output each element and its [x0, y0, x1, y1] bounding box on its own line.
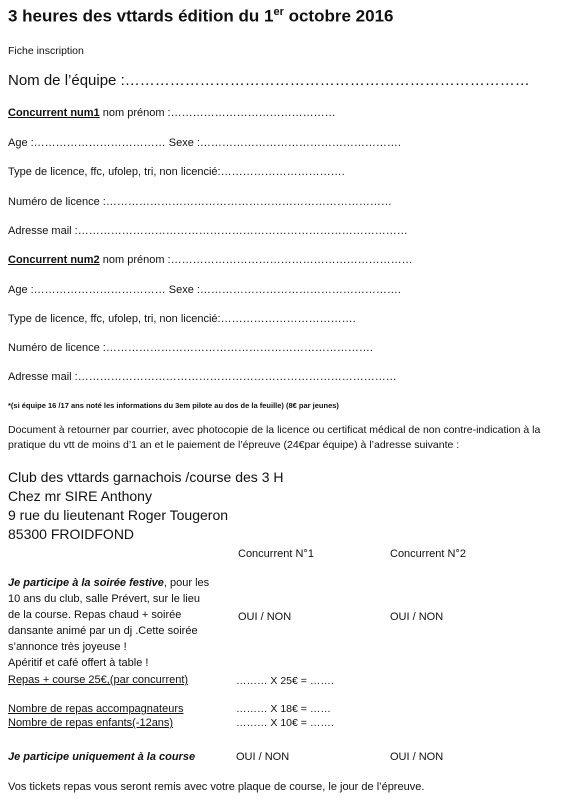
form-subtitle: Fiche inscription	[8, 45, 84, 57]
pricing-label-accompagnateurs: Nombre de repas accompagnateurs	[8, 703, 184, 715]
soiree-lead: Je participe à la soirée festive	[8, 577, 164, 589]
concurrent1-licence-number-field[interactable]: Numéro de licence :……………………………………………………………………	[8, 196, 392, 208]
title-superscript: er	[273, 6, 284, 18]
concurrent2-heading: Concurrent num2	[8, 254, 100, 266]
column-header-concurrent1: Concurrent N°1	[238, 548, 314, 560]
concurrent1-name-label: nom prénom :………………………………………	[99, 107, 336, 119]
team-name-field[interactable]: Nom de l’équipe :………………………………………………………………………	[8, 72, 530, 89]
address-line-1: Club des vttards garnachois /course des 3 H	[8, 469, 284, 485]
soiree-line-4: dansante animé par un dj .Cette soirée	[8, 625, 198, 637]
footer-note: Vos tickets repas vous seront remis avec votre plaque de course, le jour de l’épreuve.	[8, 781, 425, 793]
course-only-label: Je participe uniquement à la course	[8, 751, 196, 763]
concurrent2-email-field[interactable]: Adresse mail :……………………………………………………………………………	[8, 371, 397, 383]
pricing-label-course: Repas + course 25€,(par concurrent)	[8, 674, 189, 686]
instructions-line-1: Document à retourner par courrier, avec photocopie de la licence ou certificat médical de non contre-indication à la	[8, 424, 541, 436]
concurrent2-licence-type-field[interactable]: Type de licence, ffc, ufolep, tri, non licencié:……………………………….	[8, 313, 356, 325]
concurrent2-age-sex-field[interactable]: Age :……………………………… Sexe :……………………………………………….	[8, 284, 401, 296]
address-line-4: 85300 FROIDFOND	[8, 526, 135, 542]
soiree-choice-concurrent1[interactable]: OUI / NON	[238, 611, 292, 623]
pricing-calc-course[interactable]: ……… X 25€ = …….	[236, 675, 334, 687]
pricing-calc-enfants[interactable]: ……… X 10€ = …….	[236, 717, 334, 729]
concurrent2-name-field[interactable]	[8, 254, 413, 266]
concurrent1-age-sex-field[interactable]: Age :……………………………… Sexe :……………………………………………….	[8, 137, 401, 149]
page-title	[8, 6, 393, 27]
youth-note: *(si équipe 16 /17 ans noté les informations du 3em pilote au dos de la feuille) (8€ par jeunes)	[8, 401, 339, 410]
column-header-concurrent2: Concurrent N°2	[390, 548, 466, 560]
soiree-line-5: s’annonce très joyeuse !	[8, 641, 127, 653]
address-line-2: Chez mr SIRE Anthony	[8, 488, 152, 504]
course-only-choice-concurrent1[interactable]: OUI / NON	[236, 751, 290, 763]
title-end: octobre 2016	[283, 6, 394, 26]
concurrent1-name-field[interactable]	[8, 107, 336, 119]
soiree-choice-concurrent2[interactable]: OUI / NON	[390, 611, 444, 623]
address-line-3: 9 rue du lieutenant Roger Tougeron	[8, 507, 229, 523]
concurrent1-heading: Concurrent num1	[8, 107, 100, 119]
soiree-line-3: de la course. Repas chaud + soirée	[8, 609, 182, 621]
soiree-line-2: 10 ans du club, salle Prévert, sur le lieu	[8, 593, 200, 605]
concurrent2-name-label: nom prénom :…………………………………………………………	[99, 254, 413, 266]
pricing-label-enfants: Nombre de repas enfants(-12ans)	[8, 717, 174, 729]
pricing-calc-accompagnateurs[interactable]: ……… X 18€ = ……	[236, 703, 331, 715]
concurrent2-licence-number-field[interactable]: Numéro de licence :……………………………………………………………….	[8, 342, 373, 354]
concurrent1-email-field[interactable]: Adresse mail :………………………………………………………………………………	[8, 225, 408, 237]
course-only-choice-concurrent2[interactable]: OUI / NON	[390, 751, 444, 763]
title-main: 3 heures des vttards édition du 1	[8, 6, 274, 26]
instructions-line-2: pratique du vtt de moins d’1 an et le paiement de l’épreuve (24€par équipe) à l’adresse suivante :	[8, 439, 460, 451]
soiree-line-6: Apéritif et café offert à table !	[8, 657, 149, 669]
concurrent1-licence-type-field[interactable]: Type de licence, ffc, ufolep, tri, non licencié:…………………………….	[8, 166, 345, 178]
soiree-text-0: , pour les	[163, 577, 210, 589]
soiree-line-1	[8, 577, 209, 589]
